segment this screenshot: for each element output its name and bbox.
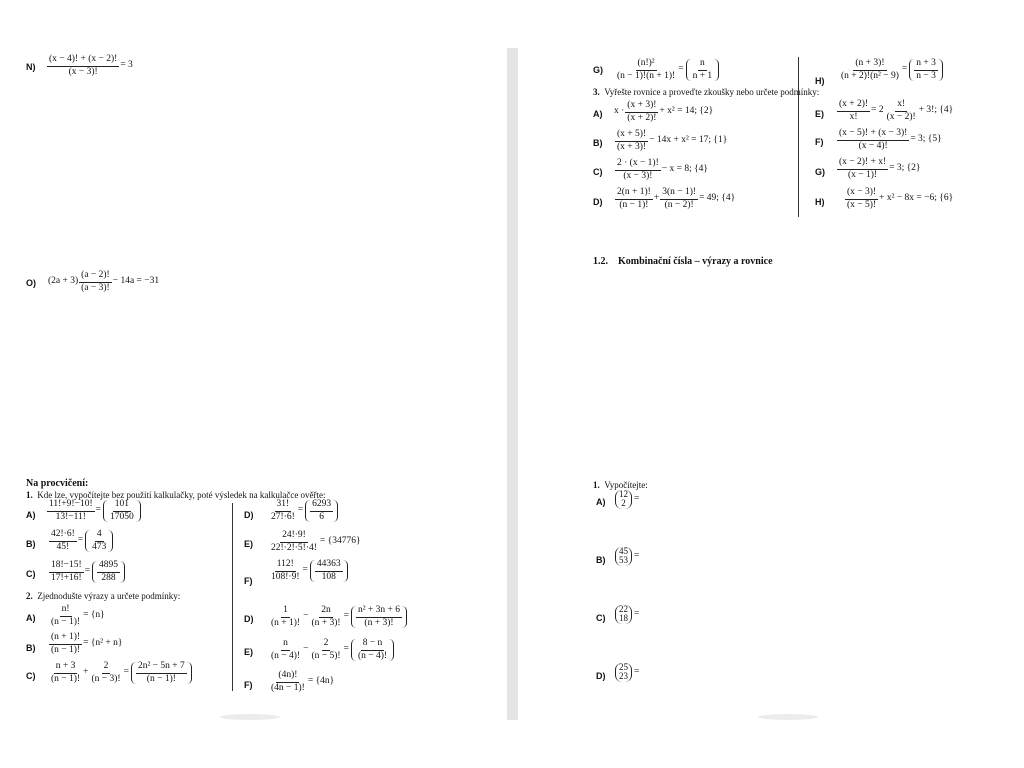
binomial-c-label: C)	[596, 613, 606, 623]
binomial-task-number: 1.	[593, 480, 600, 490]
binomial-c-bottom: 18	[619, 613, 628, 624]
task3-g-label: G)	[815, 167, 825, 177]
review2-d-den1: (n + 1)!	[271, 617, 301, 628]
task3-d-label: D)	[593, 197, 603, 207]
task3-h-num: (x − 3)!	[845, 188, 878, 200]
review-column-divider	[232, 503, 233, 691]
review2-f-label: F)	[244, 680, 253, 690]
task3-g-den: (x − 1)!	[848, 169, 878, 180]
task3-g-equation	[836, 158, 921, 180]
task3-a-equation	[614, 101, 713, 123]
section-number: 1.2.	[593, 256, 608, 267]
binomial-b-label: B)	[596, 555, 606, 565]
review-task2-number: 2.	[26, 591, 33, 601]
review2-d-answer-den: (n + 3)!	[364, 617, 394, 628]
task3-h-den: (x − 5)!	[847, 199, 877, 210]
review2-e-num1: n	[281, 639, 290, 651]
binomial-d-equals: =	[634, 666, 640, 677]
binomial-b-equals: =	[634, 550, 640, 561]
binomial-c-equals: =	[634, 608, 640, 619]
review1-f-answer-num: 44363	[315, 560, 343, 572]
task3-g-rhs: = 3; {2}	[889, 163, 921, 174]
review2-e-label: E)	[244, 647, 253, 657]
task3-h-rhs: + x² − 8x = −6; {6}	[879, 193, 954, 204]
review2-e-den1: (n − 4)!	[271, 650, 301, 661]
task3-c-den: (x − 3)!	[623, 170, 653, 181]
exercise-h-den: (n + 2)!(n² − 9)	[841, 70, 899, 81]
task3-f-equation	[836, 129, 942, 151]
review-title: Na procvičení:	[26, 478, 89, 489]
review1-a-expression: $\frac{11!+9!-10!}{13!-11!}$ = $\frac{101}{17050}$	[46, 500, 141, 522]
exercise-h-num: (n + 3)!	[853, 59, 886, 71]
task3-f-rhs: = 3; {5}	[910, 134, 942, 145]
exercise-h-answer-num: n + 3	[914, 59, 938, 71]
task3-b-rhs: − 14x + x² = 17; {1}	[649, 135, 728, 146]
review1-a-den: 13!−11!	[55, 511, 86, 522]
review2-c-den1: (n − 1)!	[51, 673, 81, 684]
review1-d-expression: $\frac{31!}{27!\cdot 6!}$ = $\frac{6293}{6}$	[268, 500, 338, 522]
review1-f-den: 108!·9!	[271, 571, 300, 582]
exercise-g-den: (n − 1)!(n + 1)!	[617, 70, 676, 81]
task3-c-num: 2 · (x − 1)!	[615, 159, 661, 171]
task3-c-equation	[614, 159, 708, 181]
task3-d-rhs: = 49; {4}	[699, 193, 736, 204]
task3-b-equation	[614, 130, 727, 152]
task3-h-equation	[844, 188, 953, 210]
review2-c-num2: 2	[102, 662, 111, 674]
review1-d-den: 27!·6!	[271, 511, 295, 522]
review1-c-answer-num: 4895	[97, 561, 120, 573]
review2-e-den2: (n − 5)!	[311, 650, 341, 661]
review2-a-num: n!	[60, 605, 72, 617]
binomial-d-top: 25	[619, 662, 628, 672]
review2-d-expression: 1 (n + 1)! − $\frac{2n}{(n + 3)!}$ = $\frac{\text{n² + 3n + 6}}{(n + 3)!}$	[268, 606, 407, 628]
exercise-g-num: (n!)²	[636, 59, 657, 71]
review2-d-label: D)	[244, 614, 254, 624]
task3-number: 3.	[593, 87, 600, 97]
page-gutter	[507, 48, 518, 720]
review1-c-num: 18!−15!	[49, 561, 84, 573]
review2-d-num2: 2n	[319, 606, 333, 618]
review2-c-expression: n + 3 (n − 1)! + $\frac{2}{(n - 3)!}$ = $\frac{\text{2n² − 5n + 7}}{(n - 1)!}$	[48, 662, 192, 684]
review2-b-num: (n + 1)!	[49, 633, 82, 645]
task3-d-num2: 3(n − 1)!	[660, 188, 698, 200]
review2-e-answer-num: 8 − n	[361, 639, 385, 651]
task3-g-num: (x − 2)! + x!	[837, 158, 888, 170]
exercise-h-answer-den: n − 3	[916, 70, 936, 81]
review1-a-answer-den: 17050	[109, 511, 134, 522]
review1-c-label: C)	[26, 569, 36, 579]
review2-d-num1: 1	[281, 606, 290, 618]
review2-a-expression	[48, 605, 105, 627]
review1-f-expression: $\frac{112!}{108!\cdot 9!}$ = $\frac{44363}{108}$	[268, 560, 348, 582]
task3-column-divider	[798, 57, 799, 217]
task3-e-num2: x!	[895, 100, 907, 112]
exercise-o-label: O)	[26, 278, 36, 288]
review2-a-label: A)	[26, 613, 36, 623]
task3-b-den: (x + 3)!	[617, 141, 647, 152]
task3-a-den: (x + 2)!	[627, 112, 657, 123]
page-curl-shadow	[220, 714, 280, 720]
review2-e-expression: n (n − 4)! − $\frac{2}{(n - 5)!}$ = $\frac{8 - n}{(n - 4)!}$	[268, 639, 394, 661]
task3-e-middle: = 2	[871, 105, 884, 116]
task3-f-num: (x − 5)! + (x − 3)!	[837, 129, 909, 141]
task3-e-rhs: + 3!; {4}	[918, 105, 954, 116]
review1-b-answer-num: 4	[95, 530, 104, 542]
review2-b-expression	[48, 633, 122, 655]
review2-b-label: B)	[26, 643, 36, 653]
review1-f-answer-den: 108	[321, 571, 336, 582]
task3-c-rhs: − x = 8; {4}	[661, 164, 708, 175]
review1-b-label: B)	[26, 539, 36, 549]
review2-f-expression	[268, 671, 334, 693]
review2-d-answer-num: n² + 3n + 6	[356, 606, 402, 618]
review2-c-operator: +	[83, 667, 89, 678]
task3-b-label: B)	[593, 138, 603, 148]
binomial-a-equals: =	[634, 493, 640, 504]
exercise-g-answer-num: n	[698, 59, 707, 71]
task3-e-den1: x!	[849, 111, 858, 122]
review2-a-den: (n − 1)!	[51, 616, 81, 627]
review1-d-label: D)	[244, 510, 254, 520]
review-task1-number: 1.	[26, 490, 33, 500]
binomial-d-bottom: 23	[619, 671, 628, 682]
review2-e-num2: 2	[322, 639, 331, 651]
task3-d-equation	[614, 188, 735, 210]
exercise-o-numerator: (a − 2)!	[79, 271, 112, 283]
task3-a-rhs: + x² = 14; {2}	[659, 106, 714, 117]
exercise-g-expression: $\frac{\text{(n!)²}}{(n - 1)!(n + 1)!}$ = $\frac{n}{n + 1}$	[614, 59, 719, 81]
review-task2-text: Zjednodušte výrazy a určete podmínky:	[37, 591, 181, 601]
review1-e-den: 22!·2!·5!·4!	[271, 542, 317, 553]
binomial-b-bottom: 53	[619, 555, 628, 566]
review2-f-answer: = {4n}	[307, 676, 335, 687]
review1-e-expression	[268, 531, 361, 553]
exercise-n-equation	[46, 55, 133, 77]
exercise-h-expression: $\frac{(n + 3)!}{\text{(n + 2)!(n² − 9)}}$ = $\frac{n + 3}{n - 3}$	[838, 59, 943, 81]
binomial-a-expression	[612, 490, 639, 509]
binomial-b-top: 45	[619, 546, 628, 556]
task3-text: Vyřešte rovnice a proveďte zkoušky nebo určete podmínky:	[604, 87, 820, 97]
review2-b-answer: = {n² + n}	[83, 638, 123, 649]
binomial-a-top: 12	[619, 489, 628, 499]
task3-a-prefix: x ·	[614, 106, 625, 117]
binomial-b-expression	[612, 547, 639, 566]
task3-e-equation	[836, 100, 953, 122]
task3-b-num: (x + 5)!	[615, 130, 648, 142]
binomial-c-top: 22	[619, 604, 628, 614]
review1-e-num: 24!·9!	[280, 531, 308, 543]
binomial-d-label: D)	[596, 671, 606, 681]
review2-c-answer-den: (n − 1)!	[146, 673, 176, 684]
task3-h-label: H)	[815, 197, 825, 207]
review1-d-answer-den: 6	[319, 511, 324, 522]
task3-d-num1: 2(n + 1)!	[615, 188, 653, 200]
review-task2-heading	[26, 591, 180, 601]
review2-e-answer-den: (n − 4)!	[357, 650, 388, 661]
exercise-o-rhs: − 14a = −31	[112, 276, 160, 287]
exercise-h-label: H)	[815, 76, 825, 86]
review1-a-num: 11!+9!−10!	[47, 500, 95, 512]
section-heading	[593, 256, 773, 267]
review1-e-label: E)	[244, 539, 253, 549]
task3-heading	[593, 87, 819, 97]
binomial-a-bottom: 2	[621, 498, 626, 509]
review1-c-answer-den: 288	[101, 572, 116, 583]
review2-d-den2: (n + 3)!	[311, 617, 341, 628]
exercise-n-rhs: = 3	[120, 60, 133, 71]
task3-f-den: (x − 4)!	[858, 140, 888, 151]
review2-c-den2: (n − 3)!	[91, 673, 121, 684]
task3-e-den2: (x − 2)!	[886, 111, 916, 122]
task3-e-label: E)	[815, 109, 824, 119]
review-task1-text: Kde lze, vypočítejte bez použití kalkulačky, poté výsledek na kalkulačce ověřte:	[37, 490, 326, 500]
exercise-o-prefix: (2a + 3)	[48, 276, 79, 287]
exercise-n-denominator: (x − 3)!	[68, 66, 98, 77]
exercise-n-label: N)	[26, 62, 36, 72]
review1-a-answer-num: 101	[113, 500, 131, 512]
task3-a-num: (x + 3)!	[625, 101, 658, 113]
review1-f-label: F)	[244, 576, 253, 586]
task3-c-label: C)	[593, 167, 603, 177]
review2-c-answer-num: 2n² − 5n + 7	[136, 662, 187, 674]
binomial-a-label: A)	[596, 497, 606, 507]
page-curl-shadow-right	[758, 714, 818, 720]
review2-b-den: (n − 1)!	[51, 644, 81, 655]
review2-c-label: C)	[26, 671, 36, 681]
task3-d-den1: (n − 1)!	[619, 199, 649, 210]
review2-f-num: (4n)!	[276, 671, 299, 683]
task3-f-label: F)	[815, 137, 824, 147]
review1-b-expression: $\frac{42!\cdot 6!}{45!}$ = $\frac{4}{473}$	[48, 530, 113, 552]
left-page	[0, 0, 507, 768]
review1-c-expression: $\frac{18!-15!}{17!+16!}$ = $\frac{4895}{288}$	[48, 561, 125, 583]
review2-e-operator: −	[303, 644, 309, 655]
right-page	[518, 0, 1024, 768]
review1-c-den: 17!+16!	[51, 572, 82, 583]
review1-b-den: 45!	[56, 541, 70, 552]
task3-e-num1: (x + 2)!	[837, 100, 870, 112]
binomial-d-expression	[612, 663, 639, 682]
review1-d-num: 31!	[275, 500, 292, 512]
review1-b-answer-den: 473	[92, 541, 107, 552]
section-title: Kombinační čísla – výrazy a rovnice	[618, 256, 773, 267]
review2-c-num1: n + 3	[54, 662, 78, 674]
review1-a-label: A)	[26, 510, 36, 520]
review1-f-num: 112!	[275, 560, 296, 572]
review1-e-answer: = {34776}	[319, 536, 361, 547]
review2-d-operator: −	[303, 611, 309, 622]
exercise-g-label: G)	[593, 65, 603, 75]
task3-d-operator: +	[653, 193, 660, 204]
exercise-o-equation	[48, 271, 159, 293]
review2-a-answer: = {n}	[83, 610, 105, 621]
binomial-c-expression	[612, 605, 639, 624]
exercise-g-answer-den: n + 1	[692, 70, 713, 81]
review2-f-den: (4n − 1)!	[271, 682, 305, 693]
review1-b-num: 42!·6!	[49, 530, 77, 542]
task3-a-label: A)	[593, 109, 603, 119]
review1-d-answer-num: 6293	[310, 500, 333, 512]
exercise-o-denominator: (a − 3)!	[81, 282, 110, 293]
binomial-task-text: Vypočítejte:	[604, 480, 648, 490]
exercise-n-numerator: (x − 4)! + (x − 2)!	[47, 55, 119, 67]
task3-d-den2: (n − 2)!	[664, 199, 694, 210]
